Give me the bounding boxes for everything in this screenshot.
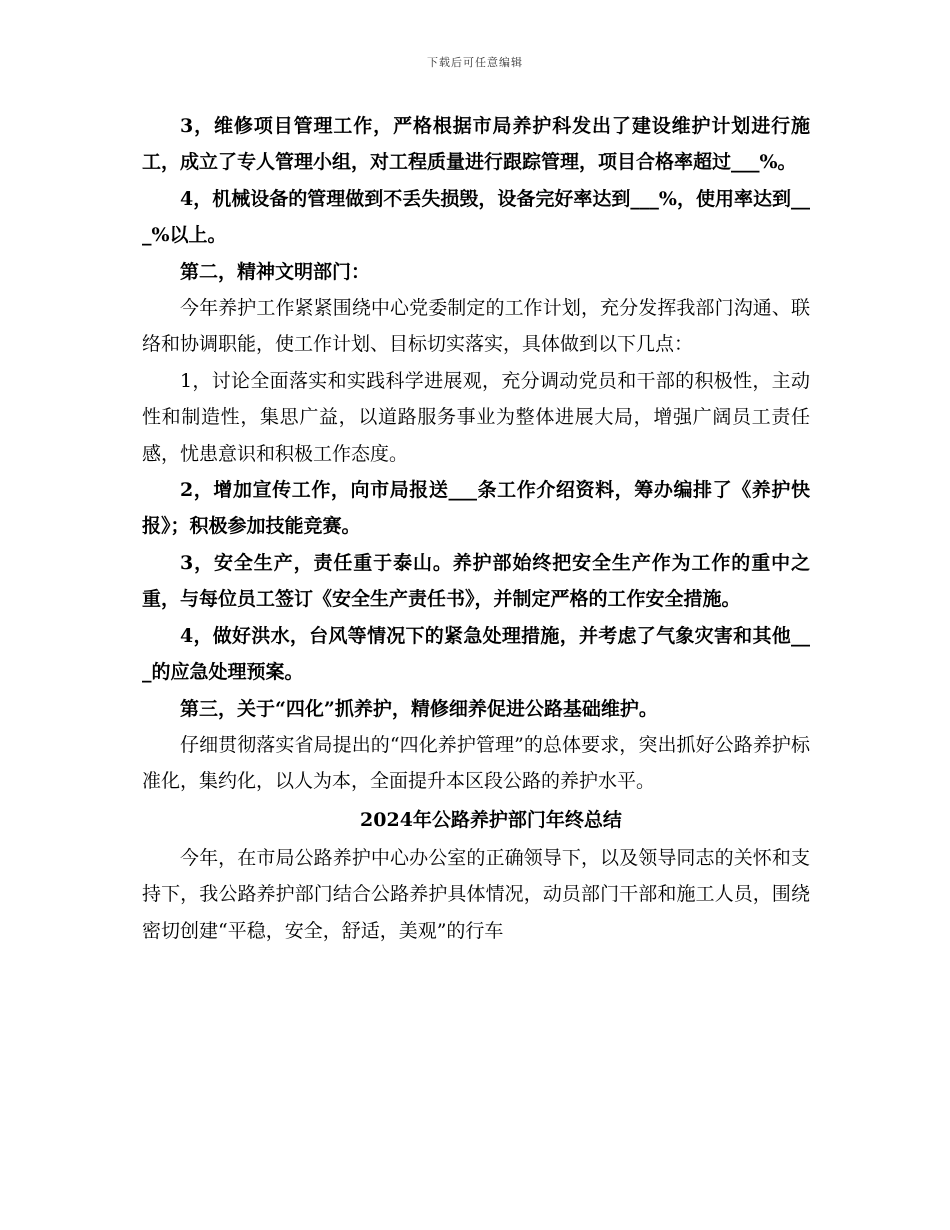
section-title: 2024年公路养护部门年终总结: [360, 808, 622, 831]
paragraph-four-modernizations-detail: 仔细贯彻落实省局提出的“四化养护管理”的总体要求，突出抓好公路养护标准化，集约化，以人为本，全面提升本区段公路的养护水平。: [142, 733, 810, 793]
paragraph-point-4: 4，做好洪水，台风等情况下的紧急处理措施，并考虑了气象灾害和其他___的应急处理预案。: [142, 624, 810, 684]
paragraph-summary-intro: 今年，在市局公路养护中心办公室的正确领导下，以及领导同志的关怀和支持下，我公路养护部门结合公路养护具体情况，动员部门干部和施工人员，围绕密切创建“平稳，安全，舒适，美观”的行车: [142, 846, 810, 942]
heading-spiritual-civilization: 第二，精神文明部门：: [180, 260, 371, 283]
page-header-note: 下载后可任意编辑: [427, 56, 523, 69]
paragraph-maintenance-project: 3，维修项目管理工作，严格根据市局养护科发出了建设维护计划进行施工，成立了专人管理小组，对工程质量进行跟踪管理，项目合格率超过___%。: [142, 115, 810, 174]
document-body: [142, 108, 810, 949]
heading-four-modernizations: 第三，关于“四化”抓养护，精修细养促进公路基础维护。: [180, 697, 658, 720]
paragraph-work-plan: 今年养护工作紧紧围绕中心党委制定的工作计划，充分发挥我部门沟通、联络和协调职能，使工作计划、目标切实落实，具体做到以下几点：: [142, 297, 810, 356]
paragraph-point-3: 3，安全生产，责任重于泰山。养护部始终把安全生产作为工作的重中之重，与每位员工签订《安全生产责任书》，并制定严格的工作安全措施。: [142, 551, 810, 611]
paragraph-equipment-management: 4，机械设备的管理做到不丢失损毁，设备完好率达到___%，使用率达到___%以上。: [142, 187, 810, 247]
paragraph-point-2: 2，增加宣传工作，向市局报送___条工作介绍资料，筹办编排了《养护快报》；积极参加技能竞赛。: [142, 479, 810, 538]
paragraph-point-1: 1，讨论全面落实和实践科学进展观，充分调动党员和干部的积极性，主动性和制造性，集思广益，以道路服务事业为整体进展大局，增强广阔员工责任感，忧患意识和积极工作态度。: [142, 369, 810, 465]
